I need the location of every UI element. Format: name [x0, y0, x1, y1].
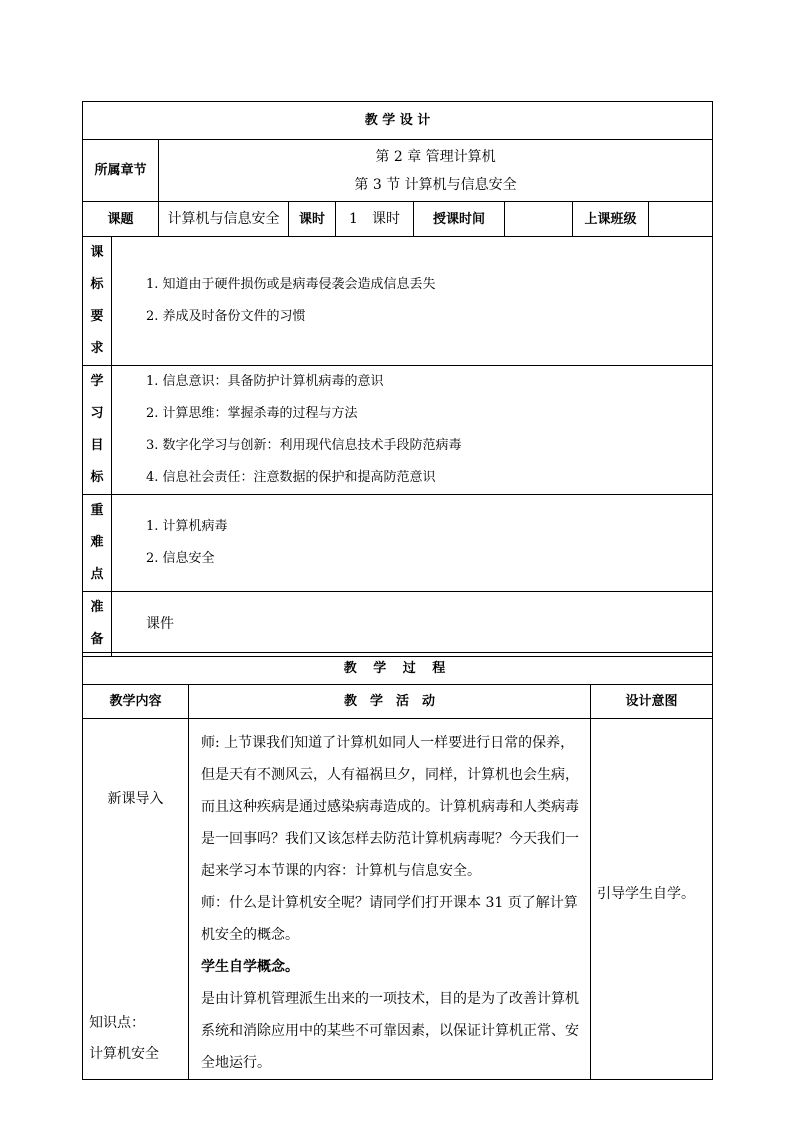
key-points-list [112, 495, 713, 592]
key-points-label: 重 难 点 [83, 495, 112, 592]
teach-time-label: 授课时间 [414, 202, 505, 237]
process-table [82, 652, 713, 1080]
hours-label: 课时 [289, 202, 336, 237]
chapter-line-1: 第 2 章 管理计算机 [375, 148, 496, 165]
content-knowledge-2: 计算机安全 [89, 1046, 159, 1062]
key-points-item: 1. 计算机病毒 [146, 519, 228, 534]
content-knowledge-1: 知识点： [89, 1015, 145, 1031]
standards-item: 1. 知道由于硬件损伤或是病毒侵袭会造成信息丢失 [146, 277, 436, 292]
process-title: 教 学 过 程 [83, 653, 713, 685]
standards-list [112, 237, 713, 366]
objectives-item: 4. 信息社会责任：注意数据的保护和提高防范意识 [146, 470, 436, 485]
design-info-table [82, 101, 713, 657]
objectives-item: 1. 信息意识：具备防护计算机病毒的意识 [146, 374, 384, 389]
objectives-list [112, 366, 713, 495]
preparation-value: 课件 [112, 592, 713, 657]
activity-paragraph: 学生自学概念。 [201, 959, 299, 975]
chapter-value [159, 140, 713, 202]
objectives-label: 学 习 目 标 [83, 366, 112, 495]
intent-text: 引导学生自学。 [597, 886, 695, 902]
preparation-label: 准 备 [83, 592, 112, 657]
content-cell [83, 719, 189, 1080]
topic-label: 课题 [83, 202, 159, 237]
header-activity: 教 学 活 动 [189, 685, 591, 719]
standards-item: 2. 养成及时备份文件的习惯 [146, 309, 306, 324]
activity-paragraph: 是由计算机管理派生出来的一项技术，目的是为了改善计算机系统和消除应用中的某些不可靠因素，以保证计算机正常、安全地运行。 [201, 991, 579, 1071]
activity-cell [189, 719, 591, 1080]
class-value [649, 202, 713, 237]
objectives-item: 3. 数字化学习与创新：利用现代信息技术手段防范病毒 [146, 438, 462, 453]
activity-paragraph: 师: 上节课我们知道了计算机如同人一样要进行日常的保养，但是天有不测风云，人有福祸旦夕，同样，计算机也会生病，而且这种疾病是通过感染病毒造成的。计算机病毒和人类病毒是一回事吗？我们又该怎样去防范计算机病毒呢？今天我们一起来学习本节课的内容：计算机与信息安全。 [201, 735, 579, 879]
header-content: 教学内容 [83, 685, 189, 719]
standards-label: 课 标 要 求 [83, 237, 112, 366]
design-title: 教 学 设 计 [83, 102, 713, 140]
objectives-item: 2. 计算思维：掌握杀毒的过程与方法 [146, 406, 358, 421]
topic-value: 计算机与信息安全 [159, 202, 289, 237]
header-intent: 设计意图 [591, 685, 713, 719]
key-points-item: 2. 信息安全 [146, 551, 215, 566]
activity-paragraph: 师：什么是计算机安全呢？请同学们打开课本 31 页了解计算机安全的概念。 [201, 895, 578, 943]
intent-cell [591, 719, 713, 1080]
chapter-label: 所属章节 [83, 140, 159, 202]
teach-time-value [505, 202, 573, 237]
chapter-line-2: 第 3 节 计算机与信息安全 [354, 176, 517, 193]
class-label: 上课班级 [573, 202, 649, 237]
content-intro: 新课导入 [107, 791, 164, 807]
hours-value: 1 课时 [336, 202, 414, 237]
